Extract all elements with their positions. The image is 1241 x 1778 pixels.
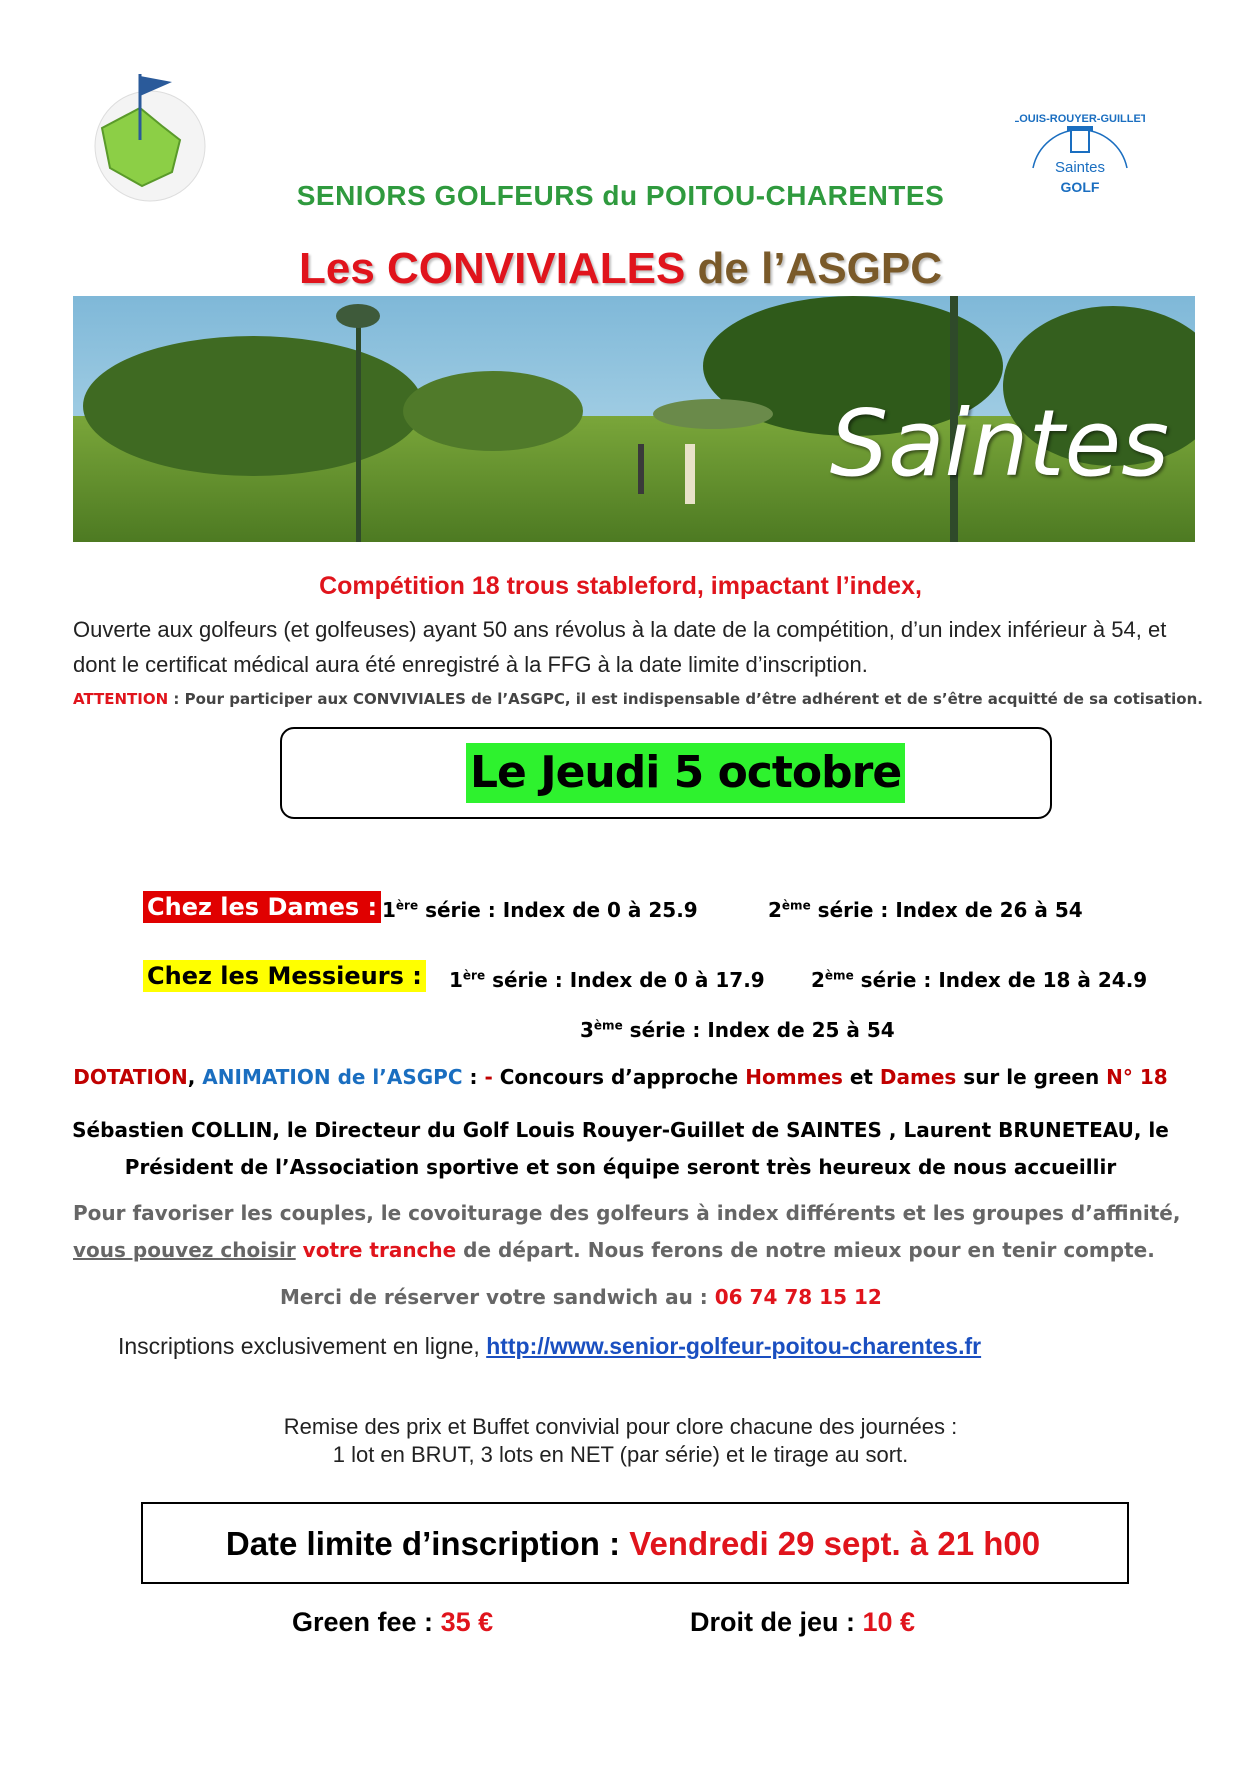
directeur-text <box>0 1112 1241 1186</box>
dames-serie-1-text: série : Index de 0 à 25.9 <box>418 898 698 922</box>
messieurs-serie-3-sup: ème <box>593 1018 623 1033</box>
droit-de-jeu <box>690 1607 915 1638</box>
deadline-value: Vendredi 29 sept. à 21 h00 <box>629 1525 1041 1562</box>
dotation-line <box>0 1065 1241 1089</box>
couples-text <box>73 1195 1183 1269</box>
green-text: sur le green <box>956 1065 1107 1089</box>
inscriptions-link[interactable]: http://www.senior-golfeur-poitou-charentes.fr <box>486 1333 982 1359</box>
messieurs-serie-2 <box>811 968 1147 992</box>
green-fee-label: Green fee : <box>292 1607 441 1637</box>
deadline-text <box>0 1525 1241 1563</box>
dotation-sep1: , <box>187 1065 203 1089</box>
directeur-line1: Sébastien COLLIN, le Directeur du Golf Louis Rouyer-Guillet de SAINTES , Laurent BRUNETEAU, le <box>72 1118 1169 1142</box>
competition-title: Compétition 18 trous stableford, impactant l’index, <box>319 572 922 600</box>
messieurs-serie-3 <box>580 1018 895 1042</box>
dotation-and: et <box>842 1065 880 1089</box>
dotation-word: DOTATION <box>73 1065 188 1089</box>
logo-right-golf: GOLF <box>1060 179 1100 195</box>
messieurs-serie-3-text: série : Index de 25 à 54 <box>622 1018 895 1042</box>
photo-caption-saintes: Saintes <box>829 390 1169 497</box>
remise-text <box>0 1413 1241 1469</box>
dotation-dash: - <box>484 1065 500 1089</box>
dames-serie-1 <box>382 898 698 922</box>
sandwich-line <box>280 1285 882 1309</box>
messieurs-label: Chez les Messieurs : <box>143 960 426 992</box>
hommes-word: Hommes <box>745 1065 843 1089</box>
dames-serie-2-num: 2 <box>768 898 782 922</box>
droit-de-jeu-value: 10 € <box>862 1607 916 1637</box>
dames-serie-2-sup: ème <box>781 898 811 913</box>
event-title-part1: Les CONVIVIALES <box>298 244 686 293</box>
green-fee <box>292 1607 493 1638</box>
couples-part2: de départ. Nous ferons de notre mieux pour en tenir compte. <box>456 1238 1155 1262</box>
couples-underlined: vous pouvez choisir <box>73 1238 296 1262</box>
attention-note <box>73 690 1203 708</box>
organization-title: SENIORS GOLFEURS du POITOU-CHARENTES <box>296 180 945 211</box>
sandwich-phone: 06 74 78 15 12 <box>714 1285 882 1309</box>
messieurs-serie-2-sup: ème <box>824 968 854 983</box>
logo-right-name: LOUIS-ROUYER-GUILLET <box>1015 113 1145 125</box>
attention-text: : Pour participer aux CONVIVIALES de l’ASGPC, il est indispensable d’être adhérent et de s’être acquitté de sa cotisation. <box>168 690 1203 708</box>
remise-line1: Remise des prix et Buffet convivial pour clore chacune des journées : <box>283 1414 958 1439</box>
competition-intro: Ouverte aux golfeurs (et golfeuses) ayant 50 ans révolus à la date de la compétition, d’un index inférieur à 54, et dont le certificat médical aura été enregistré à la FFG à la date limite d’inscription. <box>73 617 1167 677</box>
attention-label: ATTENTION <box>73 690 169 708</box>
dames-serie-2-text: série : Index de 26 à 54 <box>810 898 1083 922</box>
messieurs-serie-1-sup: ère <box>462 968 486 983</box>
concours-text: Concours d’approche <box>499 1065 746 1089</box>
dotation-sep2: : <box>462 1065 485 1089</box>
dames-serie-1-sup: ère <box>395 898 419 913</box>
dames-word: Dames <box>879 1065 957 1089</box>
messieurs-serie-2-num: 2 <box>811 968 825 992</box>
inscriptions-line <box>118 1333 981 1360</box>
dames-serie-1-num: 1 <box>382 898 396 922</box>
directeur-line2: Président de l’Association sportive et son équipe seront très heureux de nous accueillir <box>124 1155 1117 1179</box>
dames-label: Chez les Dames : <box>143 891 381 923</box>
couples-tranche: votre tranche <box>302 1238 457 1262</box>
droit-de-jeu-label: Droit de jeu : <box>690 1607 863 1637</box>
deadline-label: Date limite d’inscription : <box>225 1525 630 1562</box>
couples-part1: Pour favoriser les couples, le covoiturage des golfeurs à index différents et les groupes d’affinité, <box>73 1201 1181 1225</box>
green-fee-value: 35 € <box>440 1607 494 1637</box>
animation-word: ANIMATION de l’ASGPC <box>202 1065 463 1089</box>
inscriptions-text: Inscriptions exclusivement en ligne, <box>118 1333 487 1359</box>
event-date: Le Jeudi 5 octobre <box>466 743 905 803</box>
messieurs-serie-1 <box>449 968 765 992</box>
dames-serie-2 <box>768 898 1083 922</box>
messieurs-serie-1-text: série : Index de 0 à 17.9 <box>485 968 765 992</box>
sandwich-text: Merci de réserver votre sandwich au : <box>280 1285 715 1309</box>
event-title-part2: de l’ASGPC <box>685 244 943 293</box>
couples-space <box>296 1238 303 1262</box>
event-title <box>0 244 1241 294</box>
logo-right-city: Saintes <box>1054 159 1106 176</box>
messieurs-serie-1-num: 1 <box>449 968 463 992</box>
remise-line2: 1 lot en BRUT, 3 lots en NET (par série) et le tirage au sort. <box>332 1442 909 1467</box>
green-number: N° 18 <box>1106 1065 1168 1089</box>
messieurs-serie-2-text: série : Index de 18 à 24.9 <box>853 968 1148 992</box>
messieurs-serie-3-num: 3 <box>580 1018 594 1042</box>
